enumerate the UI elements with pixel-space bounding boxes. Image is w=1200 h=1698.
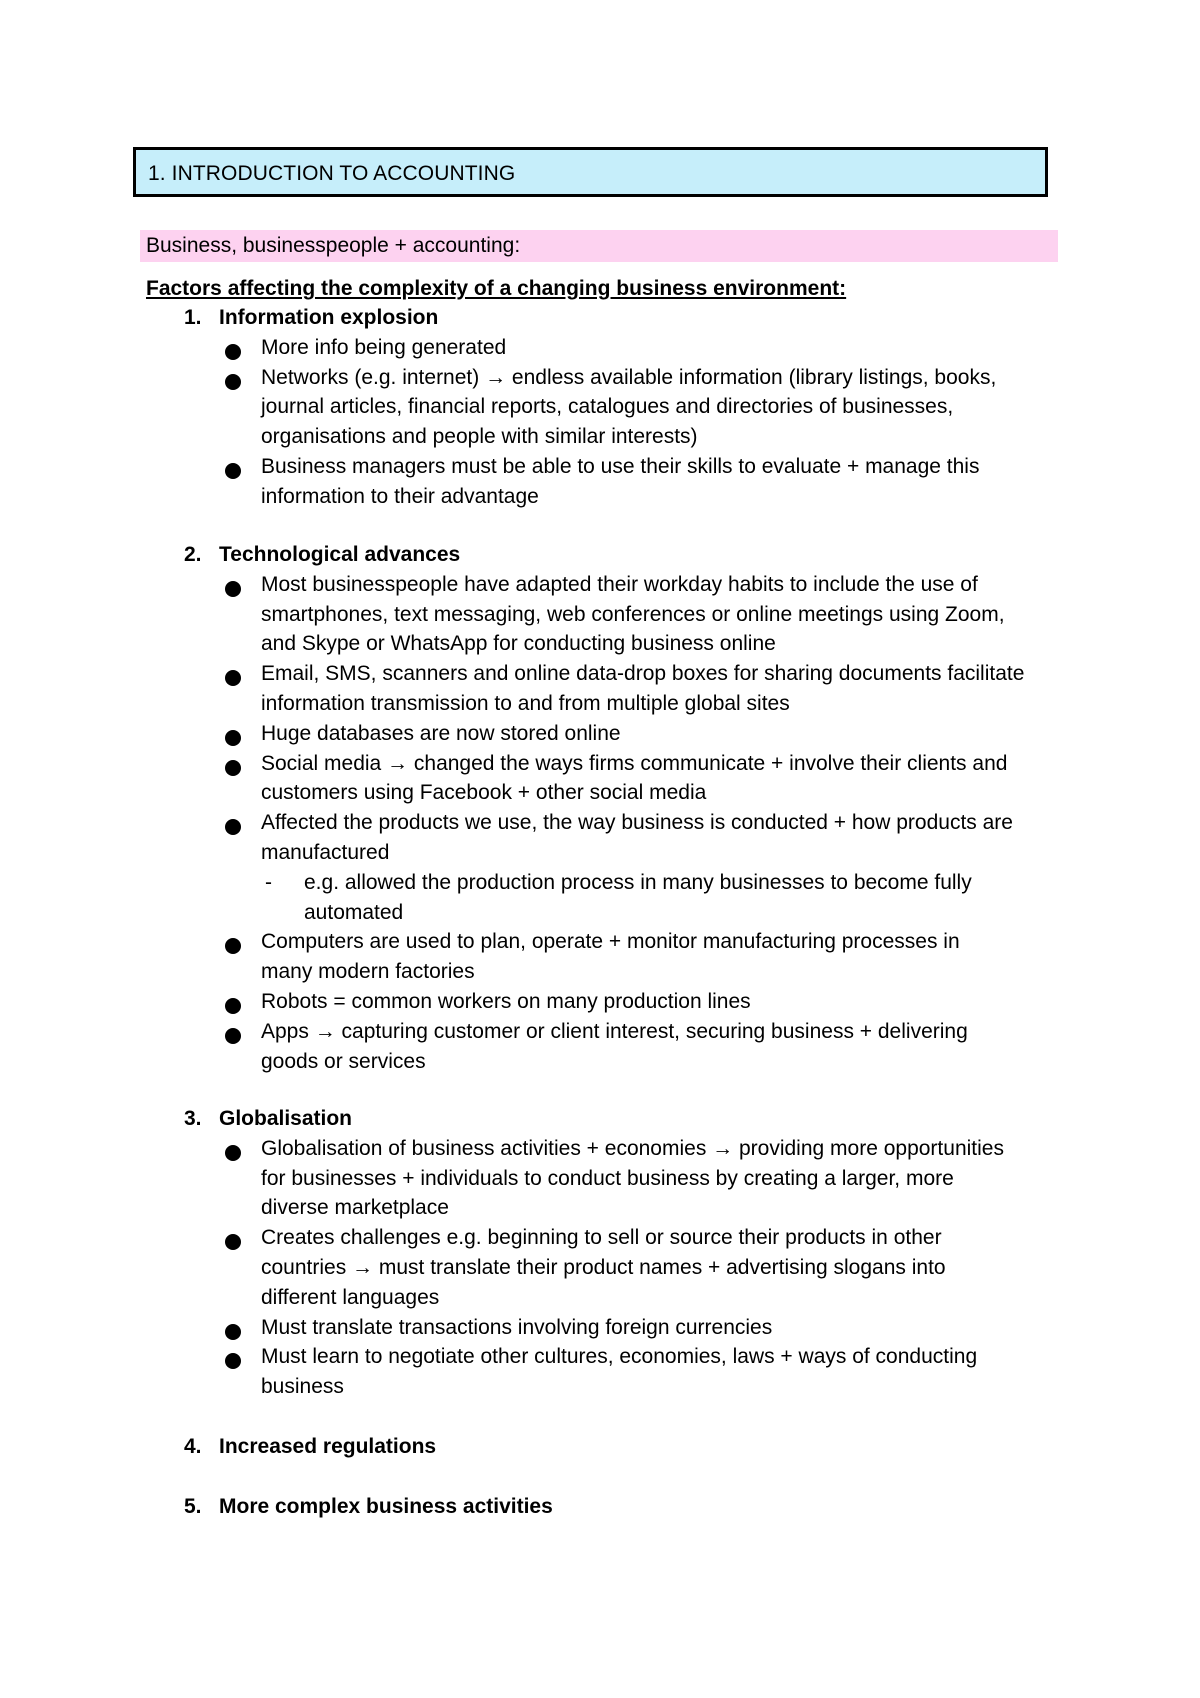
factor-number: 4. bbox=[184, 1435, 202, 1458]
bullet-text-line: Computers are used to plan, operate + monitor manufacturing processes in bbox=[261, 930, 960, 954]
factor-title: Increased regulations bbox=[219, 1435, 437, 1458]
bullet-text-line: and Skype or WhatsApp for conducting business online bbox=[261, 632, 776, 656]
bullet-text-line: Email, SMS, scanners and online data-drop boxes for sharing documents facilitate bbox=[261, 662, 1025, 686]
bullet-text-line: More info being generated bbox=[261, 335, 507, 359]
bullet-text-line: Apps → capturing customer or client interest, securing business + delivering bbox=[261, 1019, 968, 1043]
bullet-icon bbox=[225, 1145, 241, 1161]
title-box bbox=[133, 147, 1048, 197]
section-heading: Business, businesspeople + accounting: bbox=[146, 234, 521, 257]
bullet-text-line: business bbox=[261, 1375, 344, 1399]
factor-heading bbox=[184, 1435, 436, 1459]
bullet-icon bbox=[225, 819, 241, 835]
bullet-text-line: countries → must translate their product names + advertising slogans into bbox=[261, 1256, 946, 1279]
bullet-icon bbox=[225, 998, 241, 1014]
bullet-text-line: Social media → changed the ways firms communicate + involve their clients and bbox=[261, 751, 1008, 775]
bullet-text-line: Most businesspeople have adapted their workday habits to include the use of bbox=[261, 572, 978, 596]
factor-number: 3. bbox=[184, 1107, 202, 1130]
factor-number: 5. bbox=[184, 1495, 202, 1518]
factor-number: 2. bbox=[184, 543, 202, 566]
bullet-icon bbox=[225, 730, 241, 746]
bullet-text-line: goods or services bbox=[261, 1049, 426, 1073]
bullet-icon bbox=[225, 1028, 241, 1044]
bullet-text-line: Creates challenges e.g. beginning to sell or source their products in other bbox=[261, 1226, 942, 1250]
sub-item-text-line: e.g. allowed the production process in many businesses to become fully bbox=[304, 870, 972, 894]
factor-title: Information explosion bbox=[219, 306, 439, 329]
factor-title: Technological advances bbox=[219, 543, 461, 566]
bullet-icon bbox=[225, 463, 241, 479]
factor-heading bbox=[184, 306, 438, 330]
bullet-text-line: information transmission to and from multiple global sites bbox=[261, 692, 790, 715]
factor-heading bbox=[184, 543, 460, 567]
bullet-text-line: Globalisation of business activities + economies → providing more opportunities bbox=[261, 1136, 1004, 1160]
bullet-text-line: Business managers must be able to use their skills to evaluate + manage this bbox=[261, 455, 980, 478]
bullet-text-line: for businesses + individuals to conduct business by creating a larger, more bbox=[261, 1166, 954, 1190]
bullet-text-line: Affected the products we use, the way business is conducted + how products are bbox=[261, 811, 1013, 835]
factor-number: 1. bbox=[184, 306, 202, 329]
bullet-icon bbox=[225, 374, 241, 390]
bullet-text-line: information to their advantage bbox=[261, 484, 539, 508]
sub-item-text-line: automated bbox=[304, 900, 404, 924]
factor-title: Globalisation bbox=[219, 1107, 353, 1130]
bullet-icon bbox=[225, 760, 241, 776]
bullet-text-line: different languages bbox=[261, 1285, 440, 1309]
bullet-text-line: diverse marketplace bbox=[261, 1196, 449, 1220]
bullet-text-line: Must learn to negotiate other cultures, economies, laws + ways of conducting bbox=[261, 1345, 978, 1369]
bullet-text-line: Must translate transactions involving foreign currencies bbox=[261, 1315, 773, 1339]
factor-heading bbox=[184, 1495, 553, 1519]
sub-item-dash: - bbox=[265, 870, 272, 894]
section-heading-highlight bbox=[140, 230, 1058, 262]
bullet-text-line: journal articles, financial reports, catalogues and directories of businesses, bbox=[261, 395, 954, 419]
bullet-icon bbox=[225, 1353, 241, 1369]
bullet-icon bbox=[225, 1324, 241, 1340]
bullet-text-line: organisations and people with similar interests) bbox=[261, 425, 698, 449]
bullet-text-line: smartphones, text messaging, web conferences or online meetings using Zoom, bbox=[261, 602, 1005, 626]
factor-heading bbox=[184, 1107, 352, 1131]
subheading: Factors affecting the complexity of a changing business environment: bbox=[146, 277, 847, 300]
bullet-text-line: Robots = common workers on many production lines bbox=[261, 990, 751, 1013]
bullet-icon bbox=[225, 1234, 241, 1250]
bullet-text-line: customers using Facebook + other social media bbox=[261, 781, 707, 805]
bullet-text-line: Huge databases are now stored online bbox=[261, 721, 621, 745]
bullet-icon bbox=[225, 581, 241, 597]
factor-title: More complex business activities bbox=[219, 1495, 553, 1518]
bullet-icon bbox=[225, 670, 241, 686]
bullet-icon bbox=[225, 344, 241, 360]
bullet-text-line: many modern factories bbox=[261, 960, 475, 984]
bullet-text-line: Networks (e.g. internet) → endless available information (library listings, books, bbox=[261, 365, 997, 389]
bullet-text-line: manufactured bbox=[261, 841, 390, 864]
page-title: 1. INTRODUCTION TO ACCOUNTING bbox=[148, 162, 516, 185]
bullet-icon bbox=[225, 938, 241, 954]
